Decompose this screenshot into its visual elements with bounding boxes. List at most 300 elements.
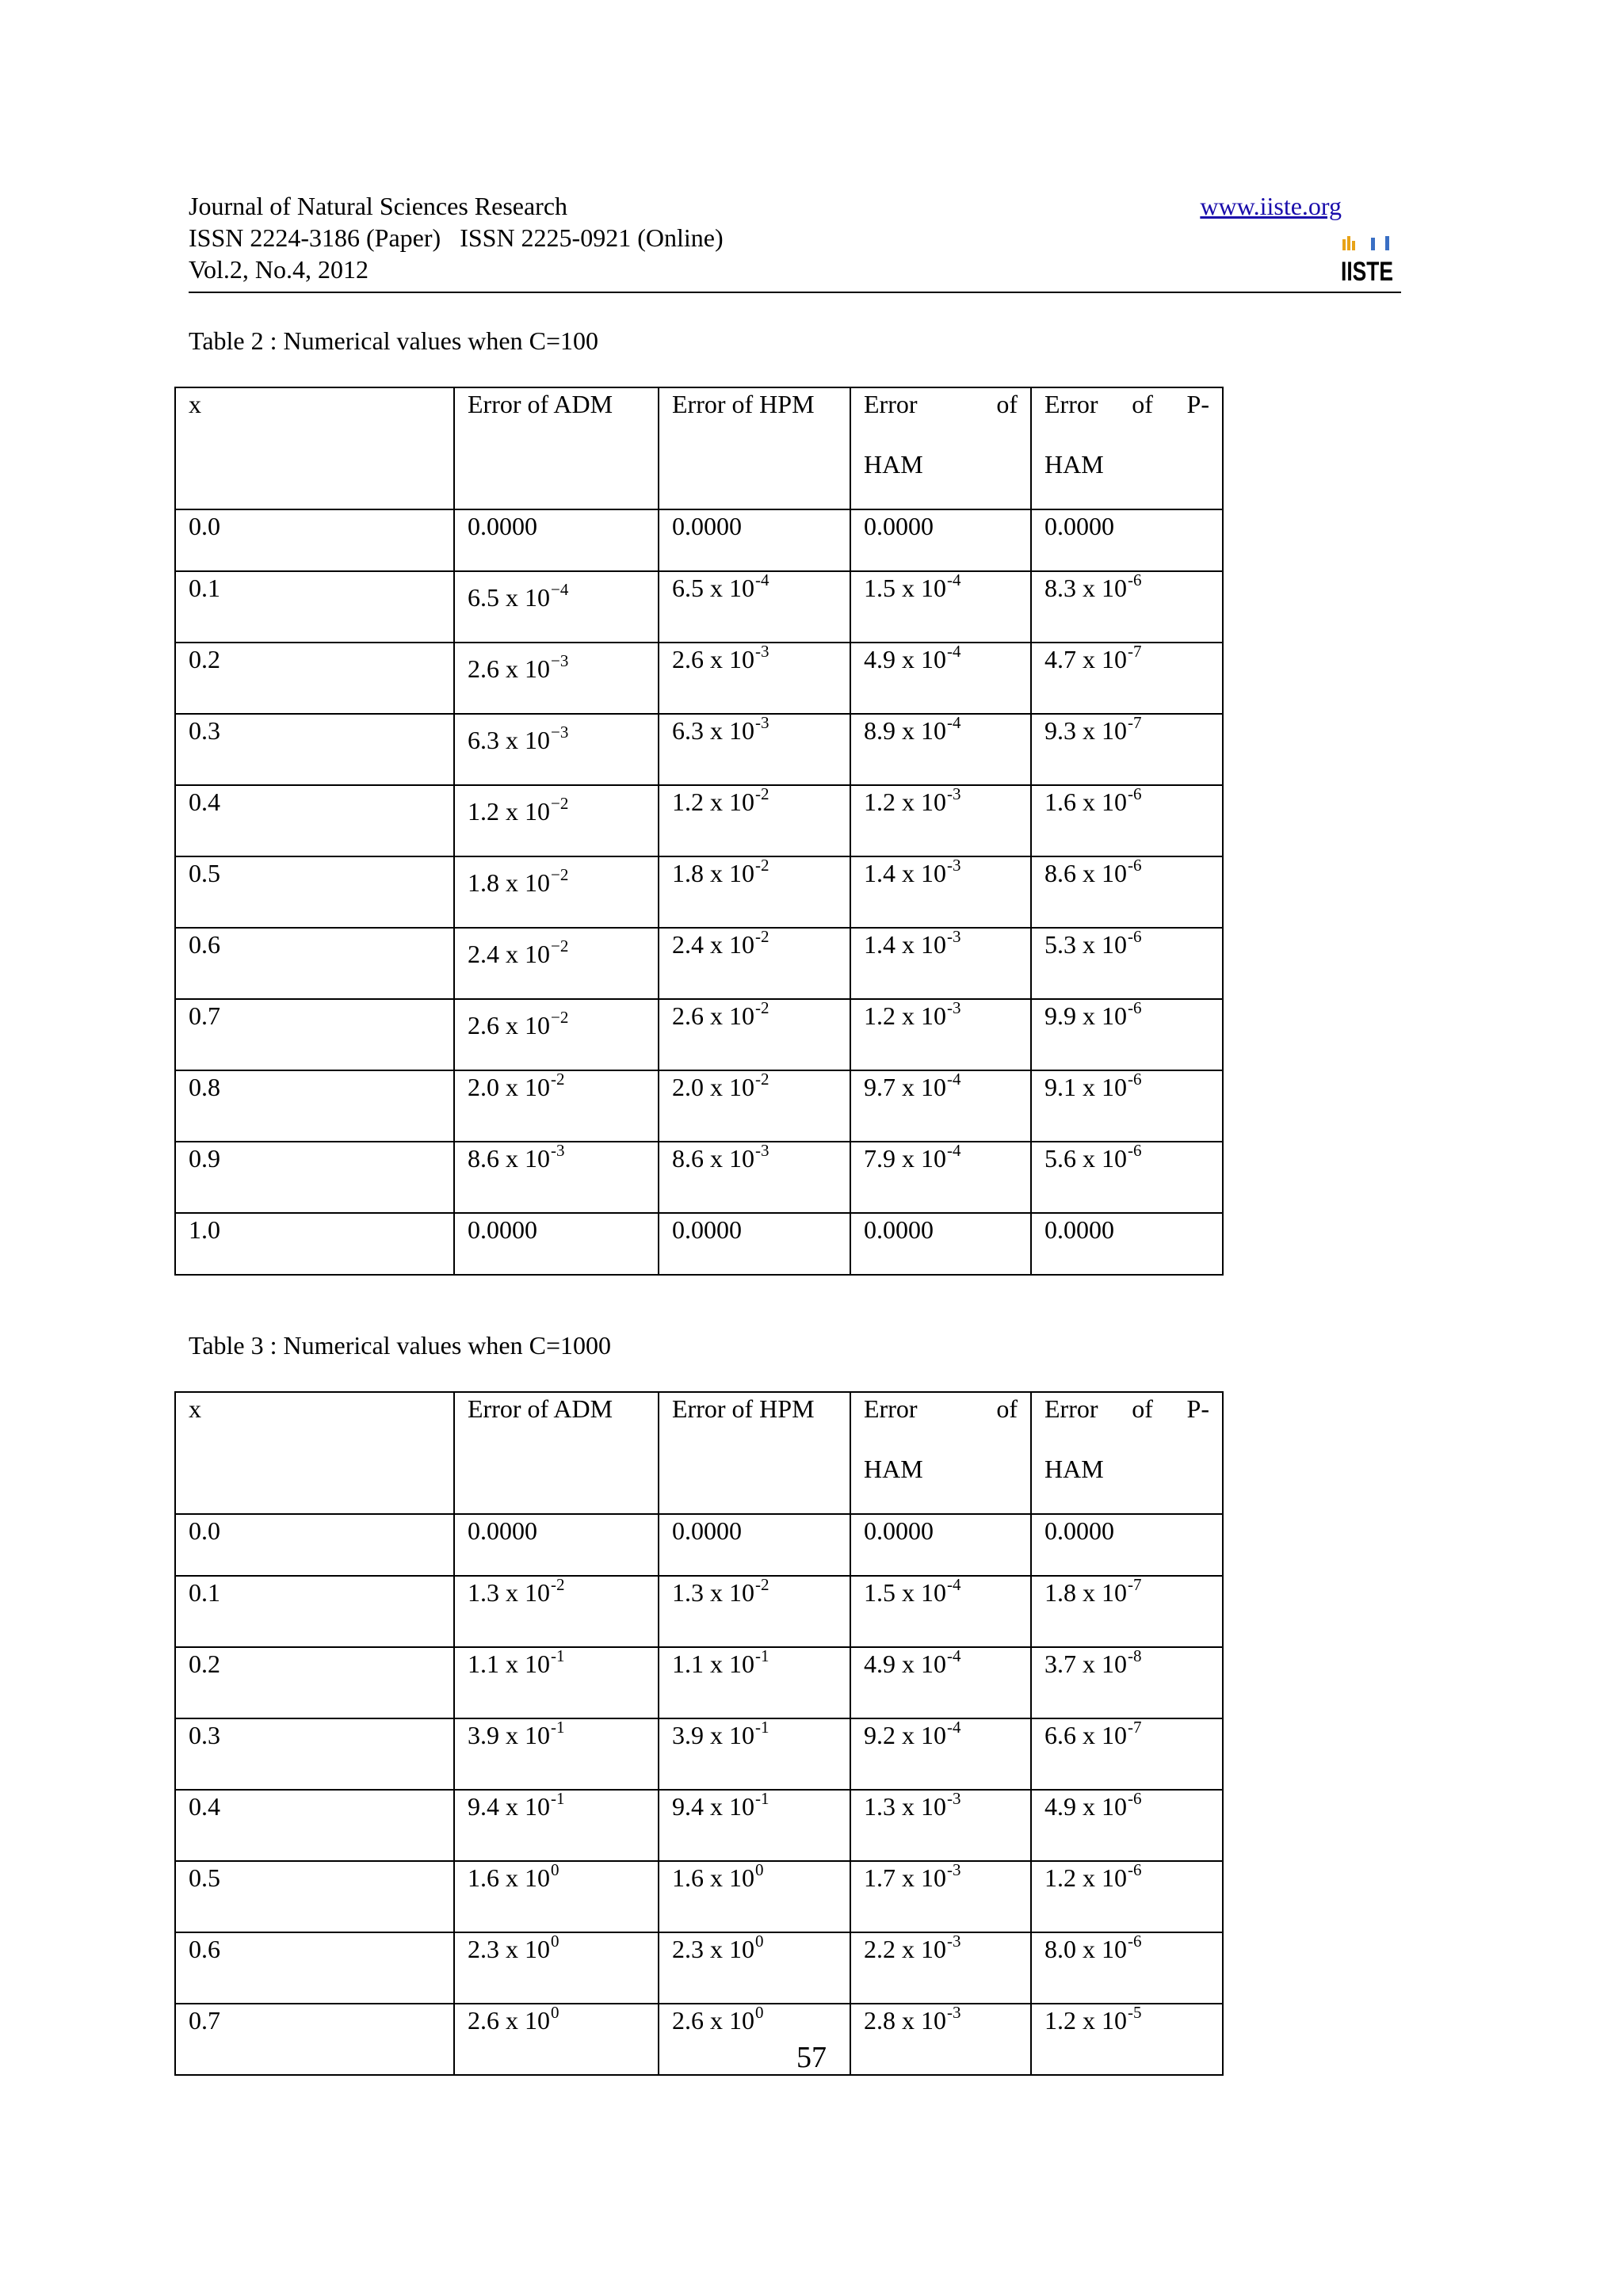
scientific-value xyxy=(1044,1070,1142,1101)
table3 xyxy=(174,1391,1224,2076)
table-row xyxy=(175,785,1223,856)
scientific-value xyxy=(864,1932,961,1963)
exponent: -1 xyxy=(755,1646,769,1665)
cell-value: 0.5 xyxy=(189,859,220,887)
value-cell xyxy=(850,785,1031,856)
x-cell xyxy=(175,1647,454,1718)
exponent: -8 xyxy=(1128,1646,1142,1665)
exponent: 0 xyxy=(755,2003,764,2022)
header-label: Error of HPM xyxy=(672,1394,815,1423)
exponent: -3 xyxy=(755,1141,769,1160)
exponent: -6 xyxy=(1128,998,1142,1017)
exponent: -6 xyxy=(1128,1070,1142,1089)
scientific-value xyxy=(672,998,769,1030)
scientific-value xyxy=(672,1070,769,1101)
mantissa: 8.6 x 10 xyxy=(672,1144,754,1173)
mantissa: 6.3 x 10 xyxy=(672,716,754,745)
value-cell xyxy=(454,1718,659,1790)
value-cell xyxy=(659,1790,850,1861)
svg-text:IISTE: IISTE xyxy=(1341,257,1393,287)
table-row xyxy=(175,1576,1223,1647)
x-cell xyxy=(175,1213,454,1275)
value-cell xyxy=(659,1861,850,1932)
exponent: -2 xyxy=(755,927,769,946)
table3-caption: Table 3 : Numerical values when C=1000 xyxy=(189,1331,611,1360)
exponent: −2 xyxy=(551,936,569,955)
exponent: -4 xyxy=(947,1646,961,1665)
exponent: -2 xyxy=(551,1575,565,1594)
scientific-value xyxy=(672,856,769,887)
iiste-logo-icon xyxy=(1339,235,1395,287)
cell-value: 0.3 xyxy=(189,716,220,745)
cell-value: 0.4 xyxy=(189,1792,220,1821)
scientific-value xyxy=(672,1789,769,1821)
header-word: HAM xyxy=(1044,450,1104,479)
scientific-value xyxy=(672,713,769,745)
mantissa: 2.6 x 10 xyxy=(468,654,550,683)
value-cell xyxy=(659,1514,850,1576)
scientific-value xyxy=(1044,784,1142,816)
table-row xyxy=(175,1070,1223,1142)
mantissa: 1.2 x 10 xyxy=(1044,1863,1127,1892)
scientific-value xyxy=(672,1646,769,1678)
value-cell xyxy=(1031,1861,1223,1932)
value-cell xyxy=(659,509,850,571)
mantissa: 2.8 x 10 xyxy=(864,2006,946,2035)
value-cell xyxy=(850,928,1031,999)
cell-value: 0.1 xyxy=(189,574,220,602)
mantissa: 6.6 x 10 xyxy=(1044,1721,1127,1749)
scientific-value xyxy=(864,856,961,887)
mantissa: 9.1 x 10 xyxy=(1044,1073,1127,1101)
value-cell xyxy=(850,643,1031,714)
column-header xyxy=(175,1392,454,1514)
cell-value: 0.3 xyxy=(189,1721,220,1749)
scientific-value xyxy=(864,1070,961,1101)
scientific-value xyxy=(672,642,769,673)
scientific-value xyxy=(1044,1932,1142,1963)
scientific-value xyxy=(1044,570,1142,602)
exponent: −2 xyxy=(551,794,569,813)
mantissa: 2.3 x 10 xyxy=(672,1935,754,1963)
value-cell xyxy=(454,1213,659,1275)
mantissa: 2.6 x 10 xyxy=(672,2006,754,2035)
header-word: of xyxy=(996,1394,1018,1423)
x-cell xyxy=(175,1576,454,1647)
mantissa: 1.2 x 10 xyxy=(468,797,550,826)
scientific-value xyxy=(1044,1718,1142,1749)
mantissa: 5.3 x 10 xyxy=(1044,930,1127,959)
mantissa: 7.9 x 10 xyxy=(864,1144,946,1173)
scientific-value xyxy=(1044,1575,1142,1607)
cell-value: 0.0000 xyxy=(1044,1215,1114,1244)
scientific-value xyxy=(468,580,569,612)
cell-value: 1.0 xyxy=(189,1215,220,1244)
exponent: −2 xyxy=(551,865,569,884)
x-cell xyxy=(175,509,454,571)
value-cell xyxy=(659,714,850,785)
exponent: -6 xyxy=(1128,1789,1142,1808)
scientific-value xyxy=(864,713,961,745)
header-label: Error of HPM xyxy=(672,390,815,418)
cell-value: 0.6 xyxy=(189,1935,220,1963)
value-cell xyxy=(659,643,850,714)
value-cell xyxy=(659,571,850,643)
mantissa: 1.2 x 10 xyxy=(1044,2006,1127,2035)
mantissa: 1.2 x 10 xyxy=(864,1001,946,1030)
mantissa: 1.1 x 10 xyxy=(672,1650,754,1678)
scientific-value xyxy=(468,1575,565,1607)
mantissa: 4.9 x 10 xyxy=(1044,1792,1127,1821)
exponent: −2 xyxy=(551,1008,569,1027)
exponent: -1 xyxy=(551,1646,565,1665)
scientific-value xyxy=(864,1646,961,1678)
exponent: -6 xyxy=(1128,927,1142,946)
scientific-value xyxy=(468,1860,559,1892)
value-cell xyxy=(1031,571,1223,643)
scientific-value xyxy=(864,784,961,816)
header-word: Error xyxy=(864,390,918,418)
value-cell xyxy=(1031,509,1223,571)
value-cell xyxy=(1031,1718,1223,1790)
header-label: x xyxy=(189,390,201,418)
mantissa: 2.6 x 10 xyxy=(672,1001,754,1030)
mantissa: 1.2 x 10 xyxy=(864,788,946,816)
table2 xyxy=(174,387,1224,1276)
exponent: -3 xyxy=(947,927,961,946)
scientific-value xyxy=(468,1932,559,1963)
cell-value: 0.4 xyxy=(189,788,220,816)
cell-value: 0.0000 xyxy=(672,1215,742,1244)
mantissa: 1.3 x 10 xyxy=(864,1792,946,1821)
column-header xyxy=(454,1392,659,1514)
mantissa: 1.2 x 10 xyxy=(672,788,754,816)
value-cell xyxy=(850,856,1031,928)
exponent: -3 xyxy=(947,1789,961,1808)
value-cell xyxy=(850,571,1031,643)
scientific-value xyxy=(468,1141,565,1173)
scientific-value xyxy=(468,1789,565,1821)
cell-value: 0.7 xyxy=(189,2006,220,2035)
value-cell xyxy=(454,1932,659,2004)
mantissa: 4.9 x 10 xyxy=(864,645,946,673)
mantissa: 1.8 x 10 xyxy=(1044,1578,1127,1607)
scientific-value xyxy=(1044,927,1142,959)
column-header xyxy=(850,387,1031,509)
value-cell xyxy=(850,1576,1031,1647)
exponent: -4 xyxy=(947,1141,961,1160)
mantissa: 9.7 x 10 xyxy=(864,1073,946,1101)
value-cell xyxy=(850,714,1031,785)
journal-url-link[interactable]: www.iiste.org xyxy=(1200,192,1342,220)
exponent: -5 xyxy=(1128,2003,1142,2022)
exponent: 0 xyxy=(551,2003,559,2022)
value-cell xyxy=(454,509,659,571)
scientific-value xyxy=(1044,1141,1142,1173)
cell-value: 0.0000 xyxy=(1044,512,1114,540)
scientific-value xyxy=(672,570,769,602)
scientific-value xyxy=(1044,1789,1142,1821)
scientific-value xyxy=(864,1141,961,1173)
value-cell xyxy=(659,1932,850,2004)
header-label: Error of ADM xyxy=(468,390,613,418)
value-cell xyxy=(659,1213,850,1275)
table-header-row xyxy=(175,387,1223,509)
value-cell xyxy=(454,1576,659,1647)
exponent: -2 xyxy=(755,1070,769,1089)
scientific-value xyxy=(864,1718,961,1749)
scientific-value xyxy=(672,1718,769,1749)
scientific-value xyxy=(672,927,769,959)
value-cell xyxy=(1031,1142,1223,1213)
mantissa: 4.9 x 10 xyxy=(864,1650,946,1678)
exponent: 0 xyxy=(551,1932,559,1951)
exponent: -2 xyxy=(755,856,769,875)
exponent: -3 xyxy=(947,1932,961,1951)
value-cell xyxy=(850,1861,1031,1932)
value-cell xyxy=(850,1790,1031,1861)
value-cell xyxy=(1031,1932,1223,2004)
mantissa: 9.4 x 10 xyxy=(468,1792,550,1821)
x-cell xyxy=(175,856,454,928)
mantissa: 2.6 x 10 xyxy=(468,2006,550,2035)
cell-value: 0.9 xyxy=(189,1144,220,1173)
cell-value: 0.0000 xyxy=(468,1215,537,1244)
table2-caption: Table 2 : Numerical values when C=100 xyxy=(189,326,598,355)
exponent: 0 xyxy=(551,1860,559,1879)
mantissa: 1.7 x 10 xyxy=(864,1863,946,1892)
scientific-value xyxy=(1044,2003,1142,2035)
value-cell xyxy=(850,1514,1031,1576)
value-cell xyxy=(454,785,659,856)
exponent: -4 xyxy=(947,1718,961,1737)
header-label: Error of ADM xyxy=(468,1394,613,1423)
value-cell xyxy=(1031,643,1223,714)
value-cell xyxy=(659,785,850,856)
column-header xyxy=(1031,387,1223,509)
table-row xyxy=(175,643,1223,714)
value-cell xyxy=(659,928,850,999)
scientific-value xyxy=(468,723,569,754)
header-word: of xyxy=(1132,390,1153,418)
value-cell xyxy=(850,1718,1031,1790)
mantissa: 9.9 x 10 xyxy=(1044,1001,1127,1030)
header-word: Error xyxy=(864,1394,918,1423)
x-cell xyxy=(175,714,454,785)
exponent: -2 xyxy=(551,1070,565,1089)
mantissa: 1.3 x 10 xyxy=(468,1578,550,1607)
value-cell xyxy=(850,1213,1031,1275)
mantissa: 8.0 x 10 xyxy=(1044,1935,1127,1963)
value-cell xyxy=(850,1070,1031,1142)
scientific-value xyxy=(468,936,569,968)
table-row xyxy=(175,1861,1223,1932)
value-cell xyxy=(659,1647,850,1718)
mantissa: 8.3 x 10 xyxy=(1044,574,1127,602)
value-cell xyxy=(454,1070,659,1142)
value-cell xyxy=(454,856,659,928)
value-cell xyxy=(850,1647,1031,1718)
cell-value: 0.2 xyxy=(189,1650,220,1678)
x-cell xyxy=(175,1932,454,2004)
mantissa: 3.9 x 10 xyxy=(468,1721,550,1749)
mantissa: 6.5 x 10 xyxy=(468,583,550,612)
column-header xyxy=(1031,1392,1223,1514)
exponent: -6 xyxy=(1128,856,1142,875)
mantissa: 6.3 x 10 xyxy=(468,726,550,754)
scientific-value xyxy=(468,1070,565,1101)
scientific-value xyxy=(468,1646,565,1678)
mantissa: 1.5 x 10 xyxy=(864,574,946,602)
cell-value: 0.0000 xyxy=(864,512,934,540)
mantissa: 9.2 x 10 xyxy=(864,1721,946,1749)
x-cell xyxy=(175,571,454,643)
value-cell xyxy=(659,856,850,928)
exponent: -4 xyxy=(947,1070,961,1089)
x-cell xyxy=(175,1514,454,1576)
cell-value: 0.0000 xyxy=(864,1516,934,1545)
column-header xyxy=(454,387,659,509)
table-row xyxy=(175,1932,1223,2004)
scientific-value xyxy=(1044,642,1142,673)
scientific-value xyxy=(468,1008,569,1039)
x-cell xyxy=(175,1142,454,1213)
mantissa: 5.6 x 10 xyxy=(1044,1144,1127,1173)
exponent: -1 xyxy=(755,1718,769,1737)
exponent: -7 xyxy=(1128,713,1142,732)
cell-value: 0.0000 xyxy=(672,512,742,540)
mantissa: 1.6 x 10 xyxy=(672,1863,754,1892)
scientific-value xyxy=(672,1932,764,1963)
value-cell xyxy=(454,1514,659,1576)
cell-value: 0.0000 xyxy=(672,1516,742,1545)
header-word: HAM xyxy=(1044,1455,1104,1483)
mantissa: 4.7 x 10 xyxy=(1044,645,1127,673)
exponent: -6 xyxy=(1128,570,1142,589)
mantissa: 1.8 x 10 xyxy=(672,859,754,887)
scientific-value xyxy=(468,651,569,683)
scientific-value xyxy=(672,784,769,816)
scientific-value xyxy=(1044,998,1142,1030)
x-cell xyxy=(175,1790,454,1861)
cell-value: 0.8 xyxy=(189,1073,220,1101)
exponent: −4 xyxy=(551,580,569,599)
cell-value: 0.0 xyxy=(189,1516,220,1545)
exponent: -4 xyxy=(947,713,961,732)
cell-value: 0.0000 xyxy=(1044,1516,1114,1545)
value-cell xyxy=(850,509,1031,571)
mantissa: 1.8 x 10 xyxy=(468,868,550,897)
mantissa: 2.0 x 10 xyxy=(468,1073,550,1101)
table-row xyxy=(175,1514,1223,1576)
exponent: -4 xyxy=(947,570,961,589)
scientific-value xyxy=(468,1718,565,1749)
page-header xyxy=(189,190,1401,285)
scientific-value xyxy=(672,1575,769,1607)
x-cell xyxy=(175,1861,454,1932)
header-word: HAM xyxy=(864,450,923,479)
mantissa: 8.6 x 10 xyxy=(468,1144,550,1173)
scientific-value xyxy=(864,927,961,959)
table-row xyxy=(175,1142,1223,1213)
cell-value: 0.2 xyxy=(189,645,220,673)
header-word: of xyxy=(996,390,1018,418)
exponent: -3 xyxy=(551,1141,565,1160)
mantissa: 2.3 x 10 xyxy=(468,1935,550,1963)
exponent: 0 xyxy=(755,1932,764,1951)
mantissa: 1.6 x 10 xyxy=(468,1863,550,1892)
exponent: -2 xyxy=(755,998,769,1017)
mantissa: 9.3 x 10 xyxy=(1044,716,1127,745)
value-cell xyxy=(1031,1647,1223,1718)
scientific-value xyxy=(672,2003,764,2035)
exponent: -1 xyxy=(755,1789,769,1808)
exponent: -4 xyxy=(947,642,961,661)
exponent: -3 xyxy=(755,642,769,661)
exponent: -3 xyxy=(947,998,961,1017)
mantissa: 2.4 x 10 xyxy=(672,930,754,959)
scientific-value xyxy=(1044,713,1142,745)
exponent: -7 xyxy=(1128,1718,1142,1737)
column-header xyxy=(175,387,454,509)
x-cell xyxy=(175,928,454,999)
table-row xyxy=(175,1718,1223,1790)
exponent: −3 xyxy=(551,651,569,670)
exponent: -2 xyxy=(755,784,769,803)
value-cell xyxy=(454,714,659,785)
journal-title: Journal of Natural Sciences Research xyxy=(189,192,568,220)
mantissa: 2.0 x 10 xyxy=(672,1073,754,1101)
exponent: -1 xyxy=(551,1718,565,1737)
mantissa: 8.6 x 10 xyxy=(1044,859,1127,887)
value-cell xyxy=(454,928,659,999)
value-cell xyxy=(454,571,659,643)
mantissa: 6.5 x 10 xyxy=(672,574,754,602)
exponent: -7 xyxy=(1128,1575,1142,1594)
table-row xyxy=(175,856,1223,928)
table-row xyxy=(175,928,1223,999)
cell-value: 0.0 xyxy=(189,512,220,540)
table-header-row xyxy=(175,1392,1223,1514)
table-row xyxy=(175,999,1223,1070)
mantissa: 2.2 x 10 xyxy=(864,1935,946,1963)
mantissa: 1.1 x 10 xyxy=(468,1650,550,1678)
exponent: -3 xyxy=(947,2003,961,2022)
x-cell xyxy=(175,643,454,714)
scientific-value xyxy=(864,1789,961,1821)
cell-value: 0.6 xyxy=(189,930,220,959)
header-word: Error xyxy=(1044,1394,1098,1423)
exponent: -3 xyxy=(947,856,961,875)
header-word: P- xyxy=(1186,1394,1209,1423)
header-word: HAM xyxy=(864,1455,923,1483)
header-word: of xyxy=(1132,1394,1153,1423)
scientific-value xyxy=(468,865,569,897)
mantissa: 2.6 x 10 xyxy=(468,1011,550,1039)
cell-value: 0.0000 xyxy=(468,1516,537,1545)
value-cell xyxy=(454,999,659,1070)
exponent: -2 xyxy=(755,1575,769,1594)
mantissa: 1.4 x 10 xyxy=(864,930,946,959)
value-cell xyxy=(659,999,850,1070)
column-header xyxy=(659,1392,850,1514)
scientific-value xyxy=(672,1860,764,1892)
mantissa: 2.6 x 10 xyxy=(672,645,754,673)
page-number: 57 xyxy=(796,2041,827,2074)
scientific-value xyxy=(864,642,961,673)
value-cell xyxy=(1031,1790,1223,1861)
scientific-value xyxy=(468,2003,559,2035)
